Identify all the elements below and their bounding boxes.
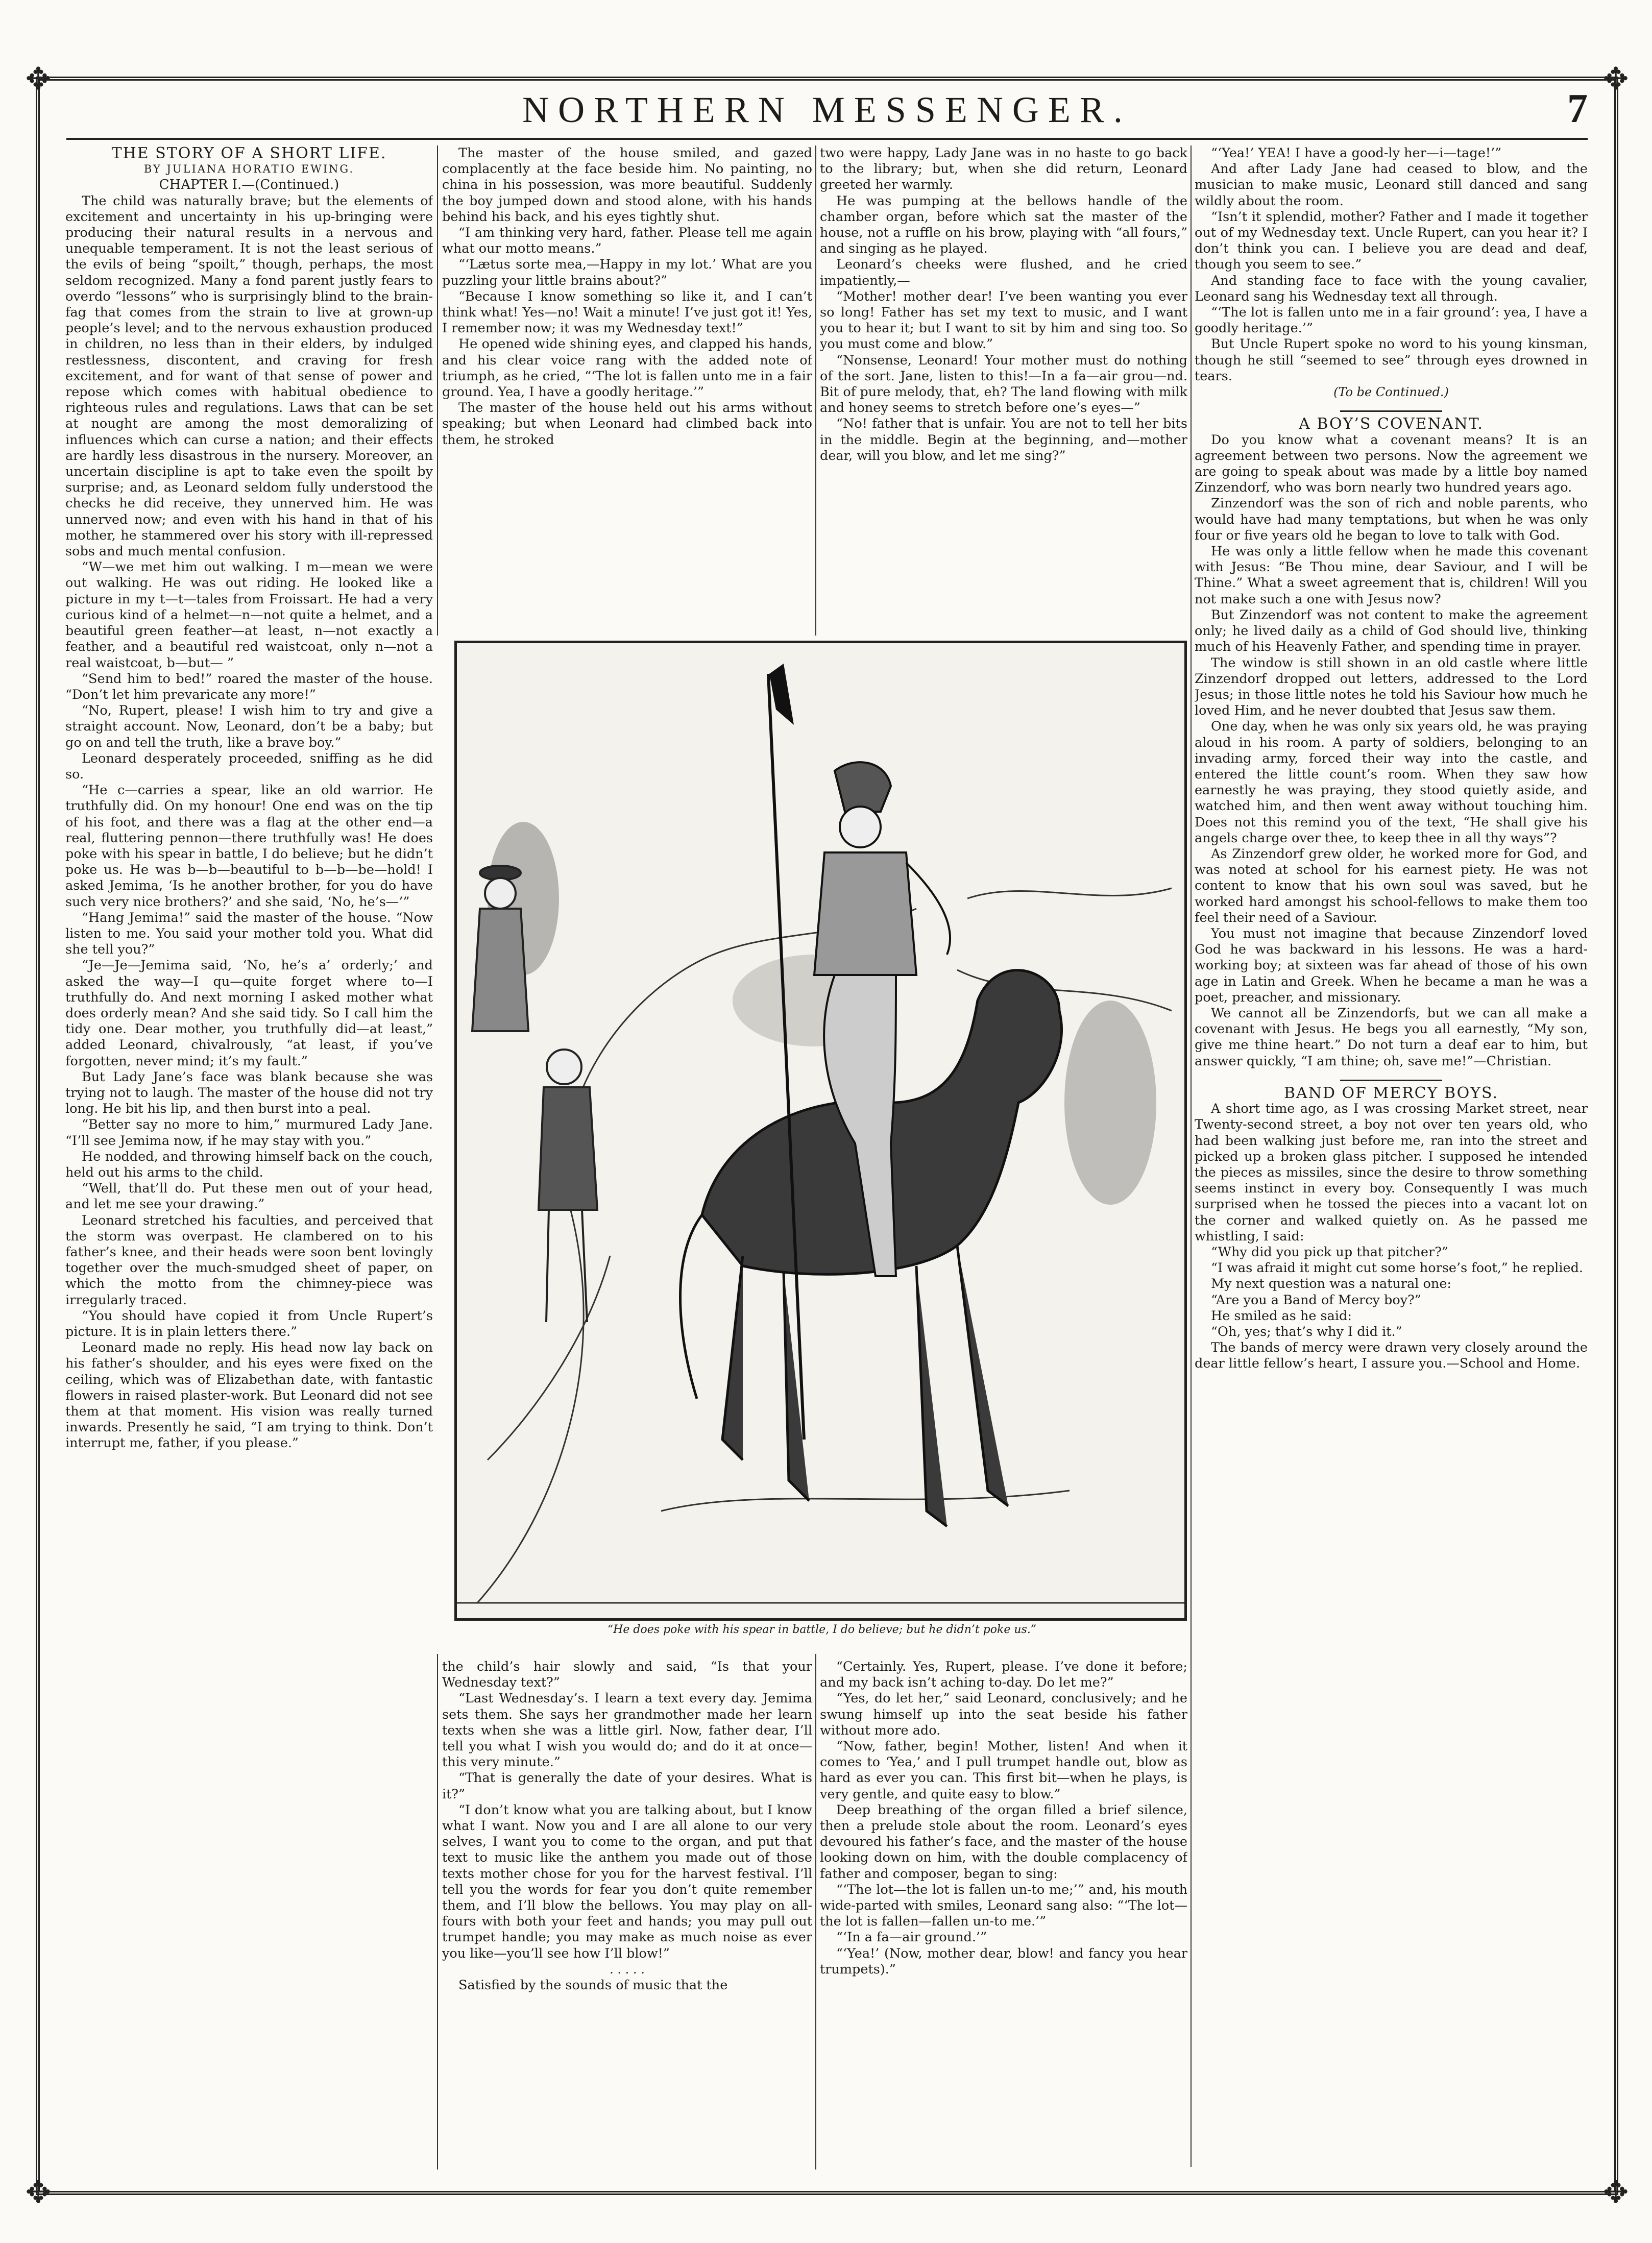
- paragraph: The bands of mercy were drawn very closely around the dear little fellow’s heart, I assure you.—School and Home.: [1195, 1340, 1588, 1372]
- paragraph: “Je—Je—Jemima said, ‘No, he’s a’ orderly;’ and asked the way—I qu—quite forget where to—I truthfully do. And next morning I asked mother what does orderly mean? And she said tidy. So I call him the tidy one. Dear mother, you truthfully did—at least,” added Leonard, chivalrously, “at least, if you’ve forgotten, never mind; it’s my fault.”: [65, 958, 433, 1069]
- paragraph: “Certainly. Yes, Rupert, please. I’ve done it before; and my back isn’t aching to-day. Do let me?”: [820, 1659, 1187, 1691]
- paragraph: “Nonsense, Leonard! Your mother must do nothing of the sort. Jane, listen to this!—In a fa—air grou—nd. Bit of pure melody, that, eh? The land flowing with milk and honey seems to stretch before one’s eyes—”: [820, 352, 1187, 416]
- newspaper-title: NORTHERN MESSENGER.: [522, 89, 1132, 130]
- paragraph: “Why did you pick up that pitcher?”: [1211, 1245, 1448, 1260]
- paragraph: “‘The lot—the lot is fallen un-to me;’” and, his mouth wide-parted with smiles, Leonard sang also: “‘The lot—the lot is fallen—fallen un-to me.’”: [820, 1882, 1187, 1930]
- ornament-icon: ✥: [25, 61, 52, 97]
- paragraph: The master of the house smiled, and gazed complacently at the face beside him. No painting, no china in his possession, was more beautiful. Suddenly the boy jumped down and stood alone, with his hands behind his back, and his eyes tightly shut.: [442, 145, 812, 225]
- paragraph: “Isn’t it splendid, mother? Father and I made it together out of my Wednesday text. Uncle Rupert, can you hear it? I don’t think you can. I believe you are dead and deaf, though you seem to see.”: [1195, 209, 1588, 273]
- paragraph: Leonard made no reply. His head now lay back on his father’s shoulder, and his eyes were fixed on the ceiling, which was of Elizabethan date, with fantastic flowers in raised plaster-work. But Leonard did not see them at that moment. His vision was really turned inwards. Presently he said, “I am trying to think. Don’t interrupt me, father, if you please.”: [65, 1340, 433, 1451]
- mercy-title: BAND OF MERCY BOYS.: [1283, 1084, 1499, 1102]
- paragraph: “‘Lætus sorte mea,—Happy in my lot.’ What are you puzzling your little brains about?”: [442, 257, 812, 288]
- divider: [1195, 400, 1588, 416]
- illustration-frame: [454, 641, 1187, 1621]
- story-column-2-bottom: [442, 1659, 812, 2169]
- paragraph: And after Lady Jane had ceased to blow, and the musician to make music, Leonard still danced and sang wildly about the room.: [1195, 161, 1588, 209]
- paragraph: two were happy, Lady Jane was in no haste to go back to the library; but, when she did return, Leonard greeted her warmly.: [820, 145, 1187, 193]
- paragraph: The master of the house held out his arms without speaking; but when Leonard had climbed back into them, he stroked: [442, 400, 812, 448]
- story-column-3-top: [820, 145, 1187, 630]
- paragraph: “No! father that is unfair. You are not to tell her bits in the middle. Begin at the beginning, and—mother dear, will you blow, and let me sing?”: [820, 416, 1187, 464]
- illustration-caption: “He does poke with his spear in battle, I do believe; but he didn’t poke us.”: [607, 1623, 1037, 1636]
- paragraph: Leonard stretched his faculties, and perceived that the storm was overpast. He clambered on to his father’s knee, and their heads were soon bent lovingly together over the much-smudged sheet of paper, on which the motto from the chimney-piece was irregularly traced.: [65, 1212, 433, 1308]
- paragraph: My next question was a natural one:: [1211, 1276, 1452, 1292]
- paragraph: “Yes, do let her,” said Leonard, conclusively; and he swung himself up into the seat beside his father without more ado.: [820, 1691, 1187, 1738]
- paragraph: “Hang Jemima!” said the master of the house. “Now listen to me. You said your mother told you. What did she tell you?”: [65, 910, 433, 958]
- section-break: . . . . .: [610, 1962, 645, 1977]
- paragraph: “W—we met him out walking. I m—mean we were out walking. He was out riding. He looked like a picture in my t—t—tales from Froissart. He had a very curious kind of a helmet—n—not quite a helmet, and a beautiful green feather—at least, n—not exactly a feather, and a beautiful red waistcoat, only n—not a real waistcoat, b—but— ”: [65, 559, 433, 671]
- paragraph: “Mother! mother dear! I’ve been wanting you ever so long! Father has set my text to music, and I want you to hear it; but I want to sit by him and sing too. So you must come and blow.”: [820, 288, 1187, 352]
- story-column-1: [65, 145, 433, 2167]
- paragraph: And standing face to face with the young cavalier, Leonard sang his Wednesday text all through.: [1195, 273, 1588, 304]
- paragraph: You must not imagine that because Zinzendorf loved God he was backward in his lessons. He was a hard-working boy; at sixteen was far ahead of those of his own age in Latin and Greek. When he became a man he was a poet, preacher, and missionary.: [1195, 925, 1588, 1005]
- cavalier-illustration: [457, 643, 1184, 1618]
- paragraph: Zinzendorf was the son of rich and noble parents, who would have had many temptations, but when he was only four or five years old he began to love to talk with God.: [1195, 496, 1588, 543]
- paragraph: One day, when he was only six years old, he was praying aloud in his room. A party of soldiers, belonging to an invading army, forced their way into the castle, and entered the little count’s room. When they saw how earnestly he was praying, they stood quietly aside, and watched him, and then went away without touching him. Does not this remind you of the text, “He shall give his angels charge over thee, to keep thee in all thy ways”?: [1195, 719, 1588, 846]
- paragraph: “I am thinking very hard, father. Please tell me again what our motto means.”: [442, 225, 812, 257]
- paragraph: Deep breathing of the organ filled a brief silence, then a prelude stole about the room. Leonard’s eyes devoured his father’s face, and the master of the house looking down on him, with the double complacency of father and composer, began to sing:: [820, 1802, 1187, 1882]
- covenant-title: A BOY’S COVENANT.: [1299, 415, 1484, 433]
- paragraph: He was only a little fellow when he made this covenant with Jesus: “Be Thou mine, dear Saviour, and I will be Thine.” What a sweet agreement that is, children! Will you not make such a one with Jesus now?: [1195, 544, 1588, 607]
- story-title: THE STORY OF A SHORT LIFE.: [111, 145, 387, 162]
- paragraph: “Now, father, begin! Mother, listen! And when it comes to ‘Yea,’ and I pull trumpet handle out, blow as hard as ever you can. This first bit—when he plays, is very gentle, and quite easy to blow.”: [820, 1739, 1187, 1802]
- paragraph: “Better say no more to him,” murmured Lady Jane. “I’ll see Jemima now, if he may stay with you.”: [65, 1117, 433, 1149]
- paragraph: “Send him to bed!” roared the master of the house. “Don’t let him prevaricate any more!”: [65, 671, 433, 702]
- paragraph: He opened wide shining eyes, and clapped his hands, and his clear voice rang with the added note of triumph, as he cried, “‘The lot is fallen unto me in a fair ground. Yea, I have a goodly heritage.’”: [442, 336, 812, 400]
- paragraph: “You should have copied it from Uncle Rupert’s picture. It is in plain letters there.”: [65, 1308, 433, 1340]
- story-column-2-top: [442, 145, 812, 630]
- paragraph: “‘Yea!’ YEA! I have a good-ly her—i—tage!’”: [1211, 145, 1502, 161]
- paragraph: But Uncle Rupert spoke no word to his young kinsman, though he still “seemed to see” through eyes drowned in tears.: [1195, 336, 1588, 384]
- column-divider: [815, 145, 816, 636]
- story-chapter: CHAPTER I.—(Continued.): [159, 177, 339, 193]
- column-divider: [437, 1654, 438, 2169]
- paragraph: “Last Wednesday’s. I learn a text every day. Jemima sets them. She says her grandmother made her learn texts when she was a little girl. Now, father dear, I’ll tell you what I wish you would do; and do it at once—this very minute.”: [442, 1691, 812, 1770]
- paragraph: “‘The lot is fallen unto me in a fair ground’: yea, I have a goodly heritage.’”: [1195, 305, 1588, 336]
- paragraph: “I don’t know what you are talking about, but I know what I want. Now you and I are all alone to our very selves, I want you to come to the organ, and put that text to music like the anthem you made out of those texts mother chose for you for the harvest festival. I’ll tell you the words for fear you don’t quite remember them, and I’ll blow the bellows. You may play on all-fours with both your feet and hands; you may pull out trumpet handle; you may make as much noise as ever you like—you’ll see how I’ll blow!”: [442, 1802, 812, 1961]
- paragraph: A short time ago, as I was crossing Market street, near Twenty-second street, a boy not over ten years old, who had been walking just before me, ran into the street and picked up a broken glass pitcher. I supposed he intended the pieces as missiles, since the desire to throw something seems instinct in every boy. Consequently I was much surprised when he tossed the pieces into a vacant lot on the corner and walked quietly on. As he passed me whistling, I said:: [1195, 1101, 1588, 1244]
- paragraph: “‘Yea!’ (Now, mother dear, blow! and fancy you hear trumpets).”: [820, 1945, 1187, 1977]
- paragraph: The child was naturally brave; but the elements of excitement and uncertainty in his up-bringing were producing their natural results in a nervous and unequable temperament. It is not the least serious of the evils of being “spoilt,” though, perhaps, the most seldom recognized. Many a fond parent justly fears to overdo “lessons” who is surprisingly blind to the brain-fag that comes from the strain to live at grown-up people’s level; and to the nervous exhaustion produced in children, no less than in their elders, by indulged restlessness, discontent, and craving for fresh excitement, and for want of that sense of power and repose which comes with habitual obedience to righteous rules and regulations. Laws that can be set at nought are among the most demoralizing of influences which can curse a nation; and their effects are hardly less disastrous in the nursery. Moreover, an uncertain discipline is apt to take even the spoilt by surprise; and, as Leonard seldom fully understood the checks he did receive, they unnerved him. He was unnerved now; and even with his hand in that of his mother, he stammered over his story with ill-repressed sobs and much mental confusion.: [65, 193, 433, 559]
- paragraph: Leonard’s cheeks were flushed, and he cried impatiently,—: [820, 257, 1187, 288]
- masthead: [66, 82, 1588, 140]
- story-byline: BY JULIANA HORATIO EWING.: [143, 163, 355, 176]
- paragraph: “I was afraid it might cut some horse’s foot,” he replied.: [1211, 1260, 1584, 1276]
- column-divider: [437, 145, 438, 636]
- page-number: 7: [1567, 86, 1588, 131]
- paragraph: But Zinzendorf was not content to make the agreement only; he lived daily as a child of God should live, thinking much of his Heavenly Father, and spending time in prayer.: [1195, 607, 1588, 655]
- paragraph: “Well, that’ll do. Put these men out of your head, and let me see your drawing.”: [65, 1181, 433, 1212]
- paragraph: “Are you a Band of Mercy boy?”: [1211, 1292, 1421, 1308]
- paragraph: But Lady Jane’s face was blank because she was trying not to laugh. The master of the house did not try long. He bit his lip, and then burst into a peal.: [65, 1069, 433, 1117]
- paragraph: He smiled as he said:: [1211, 1308, 1352, 1324]
- column-4: [1195, 145, 1588, 2167]
- paragraph: “He c—carries a spear, like an old warrior. He truthfully did. On my honour! One end was on the tip of his foot, and there was a flag at the other end—a real, fluttering pennon—there truthfully was! He does poke with his spear in battle, I do believe; but he didn’t poke us. He was b—b—beautiful to b—b—be—hold! I asked Jemima, ‘Is he another brother, for you do have such very nice brothers?’ and she said, ‘No, he’s—’”: [65, 783, 433, 910]
- paragraph: “That is generally the date of your desires. What is it?”: [442, 1770, 812, 1802]
- paragraph: We cannot all be Zinzendorfs, but we can all make a covenant with Jesus. He begs you all earnestly, “My son, give me thine heart.” Do not turn a deaf ear to him, but answer quickly, “I am thine; oh, save me!”—Christian.: [1195, 1005, 1588, 1069]
- paragraph: the child’s hair slowly and said, “Is that your Wednesday text?”: [442, 1659, 812, 1691]
- paragraph: “Oh, yes; that’s why I did it.”: [1211, 1324, 1402, 1340]
- ornament-icon: ✥: [1602, 61, 1629, 97]
- to-be-continued: (To be Continued.): [1333, 385, 1449, 400]
- paragraph: “Because I know something so like it, and I can’t think what! Yes—no! Wait a minute! I’ve just got it! Yes, I remember now; it was my Wednesday text!”: [442, 288, 812, 336]
- column-divider: [1191, 145, 1192, 2167]
- divider: [1195, 1069, 1588, 1085]
- ornament-icon: ✥: [1602, 2175, 1629, 2210]
- paragraph: He was pumping at the bellows handle of the chamber organ, before which sat the master of the house, not a ruffle on his brow, playing with “all fours,” and singing as he played.: [820, 193, 1187, 257]
- paragraph: Leonard desperately proceeded, sniffing as he did so.: [65, 750, 433, 782]
- paragraph: Satisfied by the sounds of music that the: [458, 1978, 728, 1993]
- paragraph: Do you know what a covenant means? It is an agreement between two persons. Now the agreement we are going to speak about was made by a little boy named Zinzendorf, who was born nearly two hundred years ago.: [1195, 432, 1588, 496]
- column-divider: [815, 1654, 816, 2169]
- ornament-icon: ✥: [25, 2175, 52, 2210]
- paragraph: He nodded, and throwing himself back on the couch, held out his arms to the child.: [65, 1149, 433, 1180]
- paragraph: As Zinzendorf grew older, he worked more for God, and was noted at school for his earnest piety. He was not content to know that his own soul was saved, but he worked hard amongst his school-fellows to make them too feel their need of a Saviour.: [1195, 846, 1588, 925]
- paragraph: “‘In a fa—air ground.’”: [836, 1930, 987, 1945]
- paragraph: The window is still shown in an old castle where little Zinzendorf dropped out letters, addressed to the Lord Jesus; in those little notes he told his Saviour how much he loved Him, and he never doubted that Jesus saw them.: [1195, 655, 1588, 719]
- story-column-3-bottom: [820, 1659, 1187, 2169]
- paragraph: “No, Rupert, please! I wish him to try and give a straight account. Now, Leonard, don’t be a baby; but go on and tell the truth, like a brave boy.”: [65, 703, 433, 750]
